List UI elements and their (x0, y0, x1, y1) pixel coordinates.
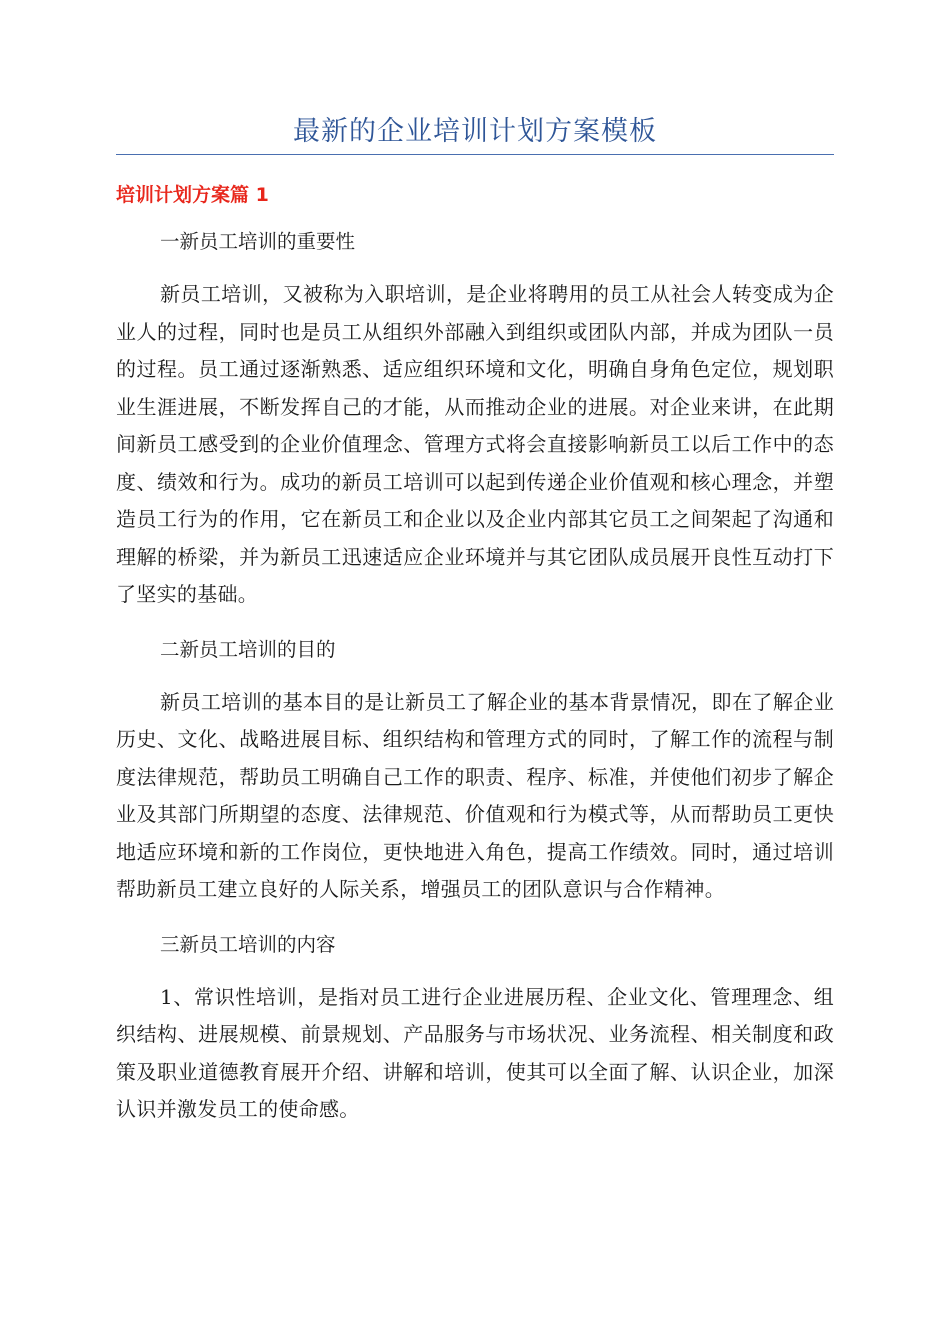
subheading-content: 三新员工培训的内容 (160, 932, 336, 956)
subheading-importance: 一新员工培训的重要性 (160, 230, 356, 253)
paragraph-importance: 新员工培训，又被称为入职培训，是企业将聘用的员工从社会人转变成为企业人的过程，同时也是员工从组织外部融入到组织或团队内部，并成为团队一员的过程。员工通过逐渐熟悉、适应组织环境和文化，明确自身角色定位，规划职业生涯进展，不断发挥自己的才能，从而推动企业的进展。对企业来讲，在此期间新员工感受到的企业价值理念、管理方式将会直接影响新员工以后工作中的态度、绩效和行为。成功的新员工培训可以起到传递企业价值观和核心理念，并塑造员工行为的作用，它在新员工和企业以及企业内部其它员工之间架起了沟通和理解的桥梁，并为新员工迅速适应企业环境并与其它团队成员展开良性互动打下了坚实的基础。 (116, 282, 834, 606)
section-heading: 培训计划方案篇 1 (116, 184, 269, 206)
paragraph-purpose: 新员工培训的基本目的是让新员工了解企业的基本背景情况，即在了解企业历史、文化、战略进展目标、组织结构和管理方式的同时，了解工作的流程与制度法律规范，帮助员工明确自己工作的职责、程序、标准，并使他们初步了解企业及其部门所期望的态度、法律规范、价值观和行为模式等，从而帮助员工更快地适应环境和新的工作岗位，更快地进入角色，提高工作绩效。同时，通过培训帮助新员工建立良好的人际关系，增强员工的团队意识与合作精神。 (116, 689, 834, 901)
document-title: 最新的企业培训计划方案模板 (293, 116, 657, 147)
document-body (116, 176, 834, 1147)
paragraph-content-1: 1、常识性培训，是指对员工进行企业进展历程、企业文化、管理理念、组织结构、进展规模、前景规划、产品服务与市场状况、业务流程、相关制度和政策及职业道德教育展开介绍、讲解和培训，使其可以全面了解、认识企业，加深认识并激发员工的使命感。 (116, 984, 834, 1121)
title-underline (116, 154, 834, 155)
subheading-purpose: 二新员工培训的目的 (160, 637, 336, 661)
